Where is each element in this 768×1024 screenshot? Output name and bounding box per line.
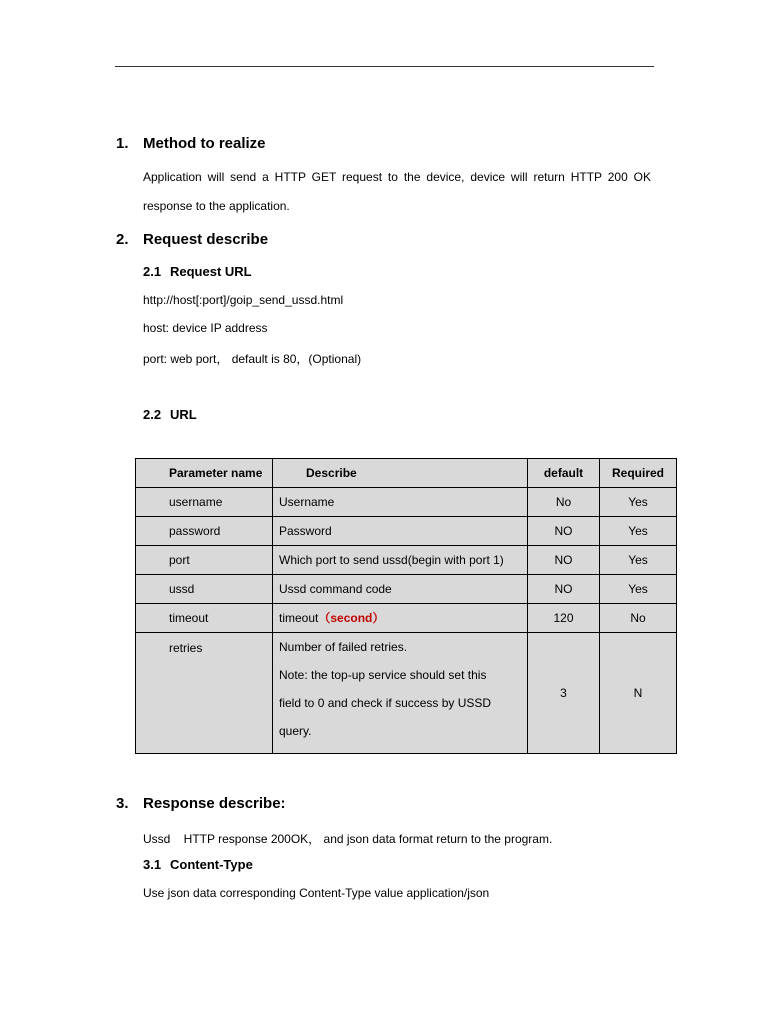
table-row <box>136 575 677 604</box>
content-type-text: Use json data corresponding Content-Type value application/json <box>143 886 490 900</box>
subsection-2-2-number: 2.2 <box>143 407 162 422</box>
param-default-cell: NO <box>528 517 600 546</box>
host-description: host: device IP address <box>143 321 268 335</box>
param-default-cell: NO <box>528 546 600 575</box>
param-default-cell: No <box>528 488 600 517</box>
subsection-3-1-heading <box>143 857 253 872</box>
table-row <box>136 604 677 633</box>
param-default-cell: 120 <box>528 604 600 633</box>
header-default: default <box>528 459 600 488</box>
section-2-heading <box>116 231 268 248</box>
param-describe-cell: Password <box>273 517 528 546</box>
section-2-number: 2. <box>116 231 129 248</box>
param-required-cell: Yes <box>600 517 677 546</box>
section-2-title: Request describe <box>143 231 269 248</box>
param-required-cell: No <box>600 604 677 633</box>
param-describe-text: timeout <box>279 611 319 625</box>
param-required-cell: Yes <box>600 575 677 604</box>
section-3-heading <box>116 795 286 812</box>
param-describe-cell: Ussd command code <box>273 575 528 604</box>
section-1-line-2: response to the application. <box>143 199 290 213</box>
param-describe-line: Number of failed retries. <box>279 640 408 654</box>
subsection-2-2-heading <box>143 407 197 422</box>
parameter-table <box>135 458 677 754</box>
param-required-cell: Yes <box>600 488 677 517</box>
param-describe-line: query. <box>279 724 312 738</box>
table-row <box>136 633 677 754</box>
param-name-cell: ussd <box>136 575 273 604</box>
unit-note: （second） <box>318 611 385 625</box>
section-3-title: Response describe: <box>143 795 286 812</box>
subsection-3-1-title: Content-Type <box>170 857 253 872</box>
response-description: Ussd HTTP response 200OK， and json data format return to the program. <box>143 832 553 846</box>
subsection-2-1-number: 2.1 <box>143 264 162 279</box>
table-row <box>136 546 677 575</box>
param-describe-line: field to 0 and check if success by USSD <box>279 696 492 710</box>
table-row <box>136 517 677 546</box>
section-1-heading <box>116 135 266 152</box>
param-required-cell: Yes <box>600 546 677 575</box>
param-describe-line: Note: the top-up service should set this <box>279 668 487 682</box>
param-required-cell: N <box>600 633 677 754</box>
section-1-line-1: Application will send a HTTP GET request to the device, device will return HTTP 200 OK <box>143 170 651 184</box>
param-default-cell: NO <box>528 575 600 604</box>
section-1-title: Method to realize <box>143 135 266 152</box>
subsection-2-2-title: URL <box>170 407 197 422</box>
param-describe-cell: Username <box>273 488 528 517</box>
subsection-2-1-heading <box>143 264 252 279</box>
param-name-cell: timeout <box>136 604 273 633</box>
subsection-3-1-number: 3.1 <box>143 857 162 872</box>
section-3-number: 3. <box>116 795 129 812</box>
header-parameter-name: Parameter name <box>136 459 273 488</box>
header-describe: Describe <box>273 459 528 488</box>
param-describe-cell <box>273 604 528 633</box>
header-rule <box>115 66 654 67</box>
header-required: Required <box>600 459 677 488</box>
request-url-text: http://host[:port]/goip_send_ussd.html <box>143 293 344 307</box>
param-name-cell: retries <box>136 633 273 754</box>
subsection-2-1-title: Request URL <box>170 264 252 279</box>
section-1-number: 1. <box>116 135 129 152</box>
port-description: port: web port， default is 80，(Optional) <box>143 352 362 366</box>
param-name-cell: username <box>136 488 273 517</box>
param-default-cell: 3 <box>528 633 600 754</box>
table-row <box>136 488 677 517</box>
param-name-cell: port <box>136 546 273 575</box>
param-describe-cell <box>273 633 528 754</box>
param-name-cell: password <box>136 517 273 546</box>
param-describe-cell: Which port to send ussd(begin with port 1) <box>273 546 528 575</box>
table-header-row <box>136 459 677 488</box>
